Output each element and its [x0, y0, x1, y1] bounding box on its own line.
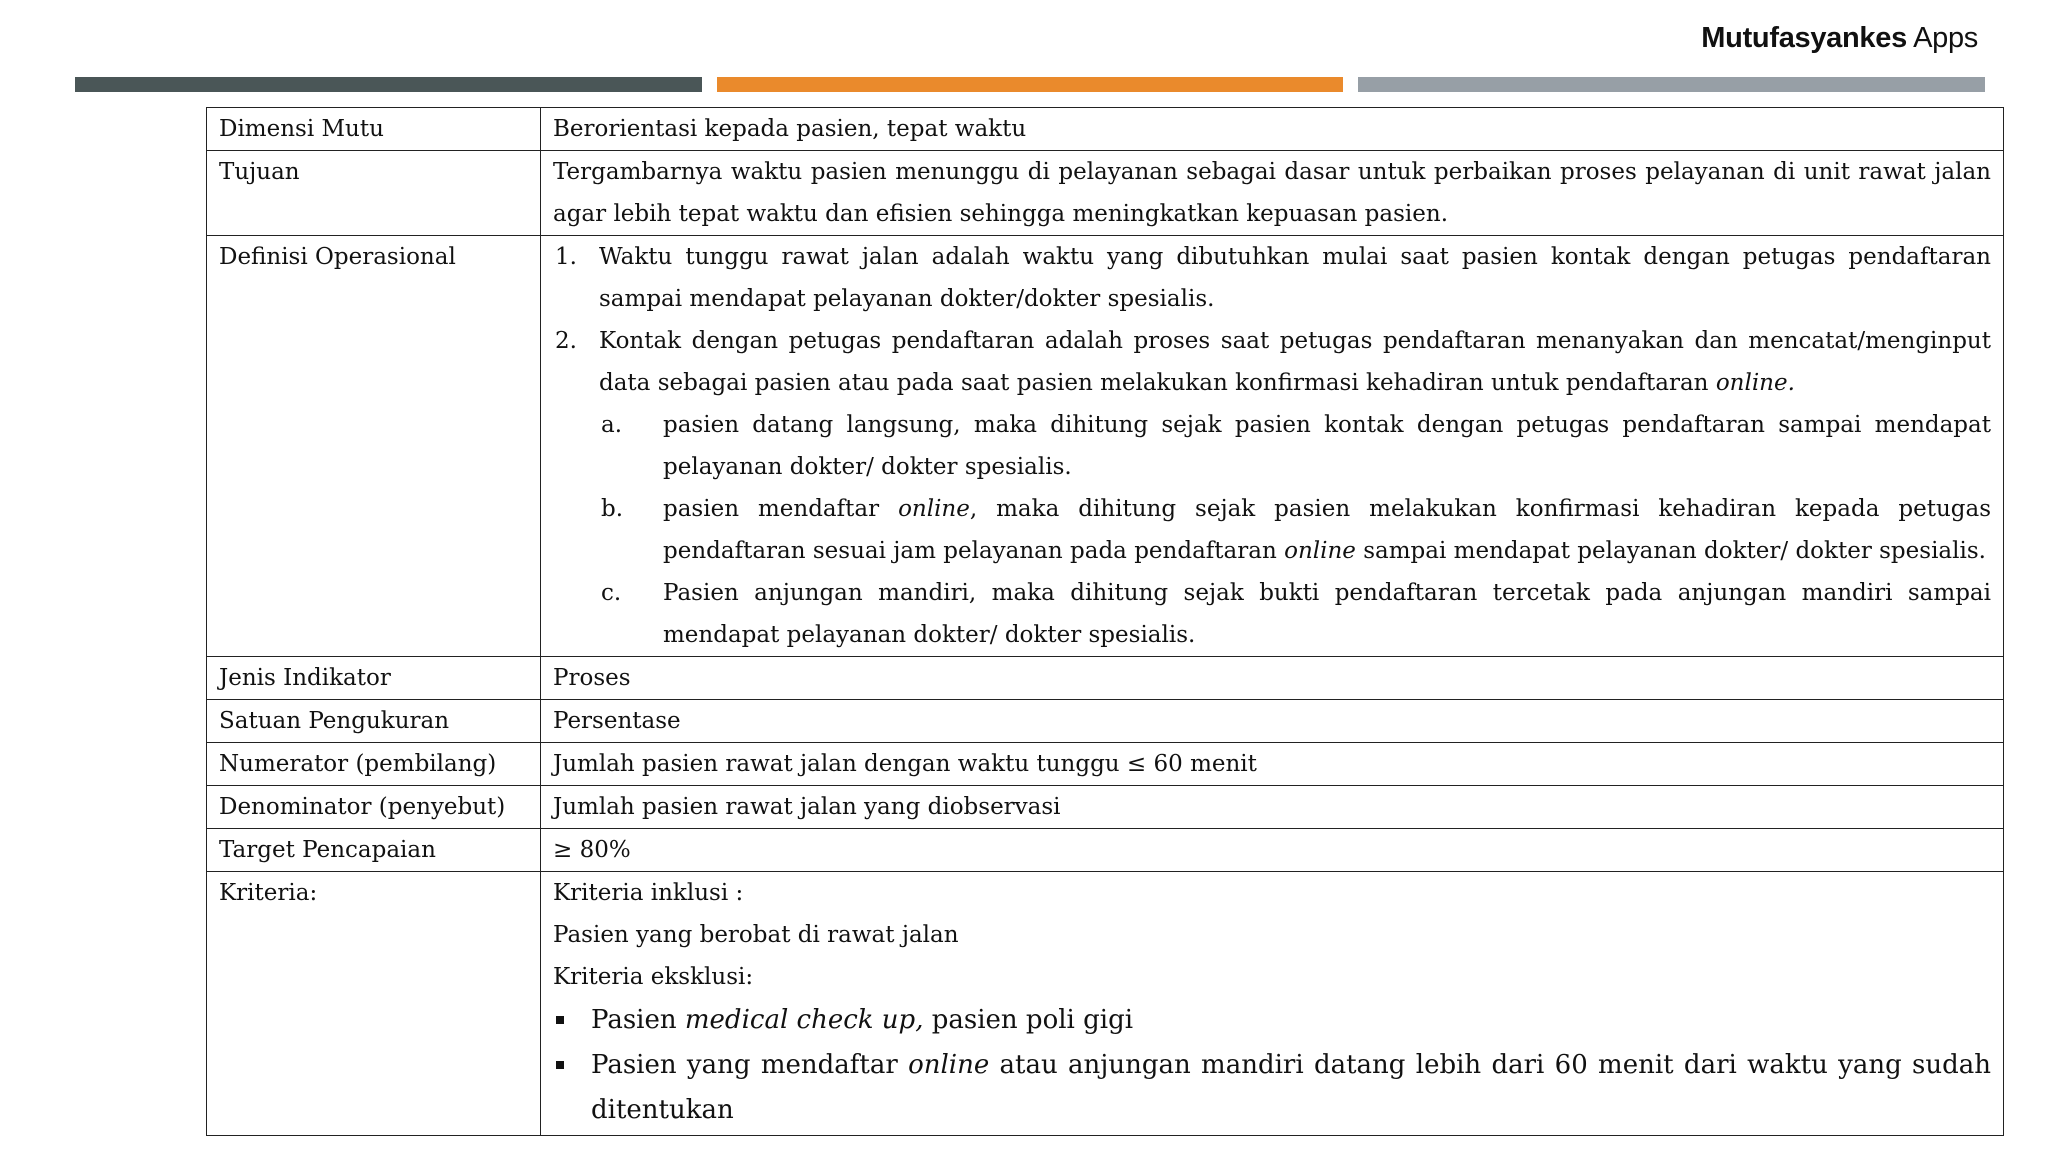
- list-text-italic: online: [1284, 538, 1356, 564]
- list-text: Kontak dengan petugas pendaftaran adalah proses saat petugas pendaftaran menanyakan dan mencatat/menginput data sebagai pasien atau pada saat pasien melakukan konfirmasi kehadiran untuk pendaftaran: [599, 328, 1991, 396]
- row-label: Satuan Pengukuran: [207, 700, 541, 743]
- inclusion-title: Kriteria inklusi :: [553, 880, 744, 906]
- list-text: pasien datang langsung, maka dihitung sejak pasien kontak dengan petugas pendaftaran sampai mendapat pelayanan dokter/ dokter spesialis.: [663, 412, 1991, 480]
- row-label: Definisi Operasional: [207, 236, 541, 657]
- table-row: [207, 236, 2004, 657]
- list-number: 1.: [555, 244, 577, 270]
- list-text: Waktu tunggu rawat jalan adalah waktu yang dibutuhkan mulai saat pasien kontak dengan petugas pendaftaran sampai mendapat pelayanan dokter/dokter spesialis.: [599, 244, 1991, 312]
- list-text: sampai mendapat pelayanan dokter/ dokter spesialis.: [1363, 538, 1986, 564]
- exclusion-title: Kriteria eksklusi:: [553, 964, 754, 990]
- brand-name-light: Apps: [1913, 22, 1978, 54]
- row-value: [541, 236, 2004, 657]
- definition-list: [553, 236, 1991, 404]
- inclusion-value: Pasien yang berobat di rawat jalan: [553, 922, 959, 948]
- sub-definition-list: [553, 404, 1991, 656]
- row-label: Numerator (pembilang): [207, 743, 541, 786]
- row-label: Jenis Indikator: [207, 657, 541, 700]
- row-label: Denominator (penyebut): [207, 786, 541, 829]
- row-label: Dimensi Mutu: [207, 108, 541, 151]
- list-text: Pasien yang mendaftar: [591, 1050, 898, 1080]
- indicator-profile-table: [206, 107, 2004, 1136]
- header-bar-gray: [1358, 77, 1985, 92]
- list-text: Pasien: [591, 1005, 677, 1035]
- square-bullet-icon: [556, 1016, 564, 1024]
- list-text-italic: medical check up,: [684, 1005, 924, 1035]
- row-label: Target Pencapaian: [207, 829, 541, 872]
- table-row: [207, 108, 2004, 151]
- list-number: 2.: [555, 328, 577, 354]
- list-text: , maka dihitung sejak pasien melakukan konfirmasi kehadiran kepada petugas pendaftaran sesuai jam pelayanan pada pendaftaran: [663, 496, 1991, 564]
- row-value: Persentase: [541, 700, 2004, 743]
- row-value: Proses: [541, 657, 2004, 700]
- list-item: [553, 572, 1991, 656]
- list-text: Pasien anjungan mandiri, maka dihitung sejak bukti pendaftaran tercetak pada anjungan mandiri sampai mendapat pelayanan dokter/ dokter spesialis.: [663, 580, 1991, 648]
- list-item: [553, 488, 1991, 572]
- list-text-italic: online.: [1715, 370, 1795, 396]
- row-value: Jumlah pasien rawat jalan yang diobservasi: [541, 786, 2004, 829]
- list-letter: b.: [601, 496, 624, 522]
- list-letter: a.: [601, 412, 623, 438]
- list-text: pasien mendaftar: [663, 496, 880, 522]
- row-value: Tergambarnya waktu pasien menunggu di pelayanan sebagai dasar untuk perbaikan proses pelayanan di unit rawat jalan agar lebih tepat waktu dan efisien sehingga meningkatkan kepuasan pasien.: [541, 151, 2004, 236]
- header-bar-dark: [75, 77, 702, 92]
- list-letter: c.: [601, 580, 622, 606]
- table-row: [207, 151, 2004, 236]
- list-item: [553, 320, 1991, 404]
- table-row: [207, 700, 2004, 743]
- list-text: pasien poli gigi: [931, 1005, 1134, 1035]
- row-value: [541, 872, 2004, 1136]
- row-label: Tujuan: [207, 151, 541, 236]
- list-text-italic: online: [908, 1050, 990, 1080]
- table-row: [207, 657, 2004, 700]
- list-text-italic: online: [898, 496, 970, 522]
- list-item: [553, 998, 1991, 1043]
- brand-name-bold: Mutufasyankes: [1701, 22, 1907, 54]
- list-item: [553, 404, 1991, 488]
- table-row: [207, 743, 2004, 786]
- list-item: [553, 236, 1991, 320]
- table-row: [207, 829, 2004, 872]
- table-row: [207, 786, 2004, 829]
- row-value: Berorientasi kepada pasien, tepat waktu: [541, 108, 2004, 151]
- list-item: [553, 1043, 1991, 1133]
- header-bar-orange: [717, 77, 1343, 92]
- list-text: atau anjungan mandiri datang lebih dari 60 menit dari waktu yang sudah ditentukan: [591, 1050, 1991, 1125]
- square-bullet-icon: [556, 1061, 564, 1069]
- row-value: ≥ 80%: [541, 829, 2004, 872]
- table-row: [207, 872, 2004, 1136]
- row-label: Kriteria:: [207, 872, 541, 1136]
- exclusion-list: [553, 998, 1991, 1133]
- brand-title: [1701, 22, 1978, 55]
- row-value: Jumlah pasien rawat jalan dengan waktu tunggu ≤ 60 menit: [541, 743, 2004, 786]
